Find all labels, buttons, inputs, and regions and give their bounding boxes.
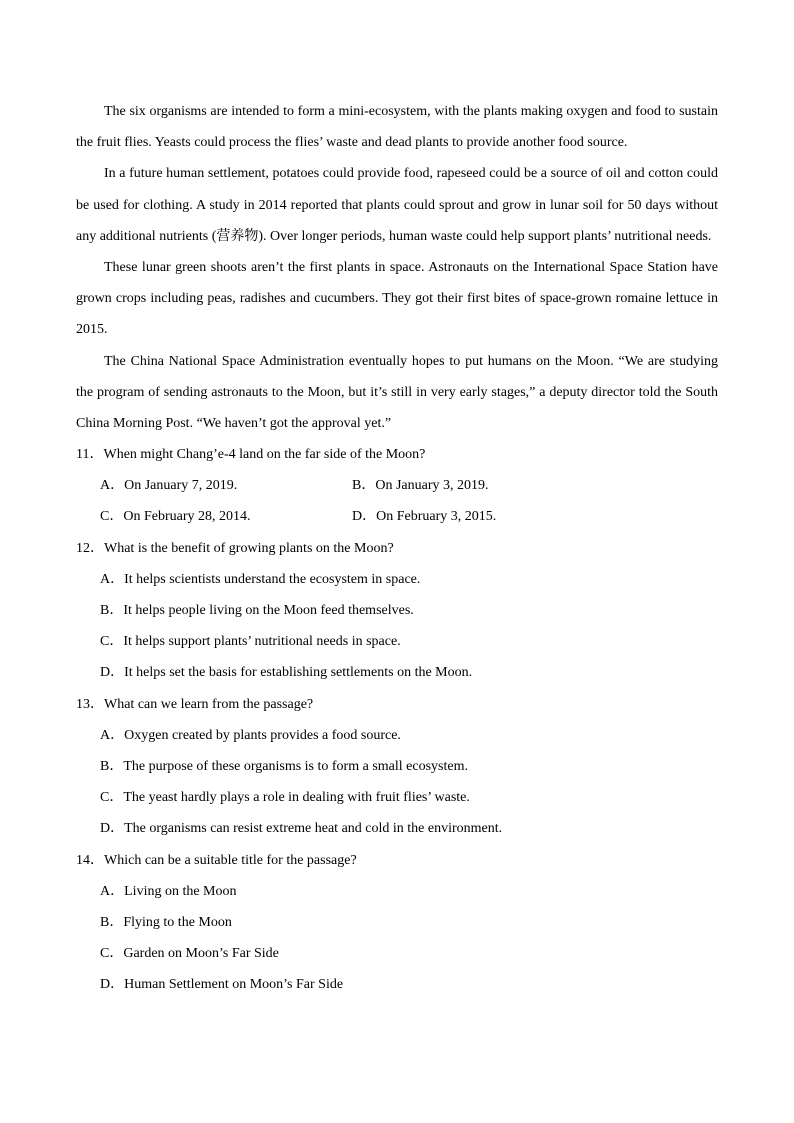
option-letter: B． <box>100 603 124 618</box>
passage-line: In a future human settlement, potatoes could provide food, rapeseed could be a source of oil and cotton could <box>104 166 718 182</box>
passage-line: The China National Space Administration eventually hopes to put humans on the Moon. “We are studying <box>104 353 718 369</box>
passage-paragraph-2 <box>76 158 718 252</box>
option-text: On January 3, 2019. <box>375 478 489 494</box>
passage-paragraph-3 <box>76 252 718 346</box>
option-text: Human Settlement on Moon’s Far Side <box>124 977 344 993</box>
option-letter: D． <box>100 821 125 837</box>
question-stem-line <box>76 845 718 876</box>
question-number: 13． <box>76 696 104 712</box>
option-text: It helps set the basis for establishing settlements on the Moon. <box>124 665 473 681</box>
option-letter: C． <box>100 946 124 962</box>
passage-paragraph-1 <box>76 96 718 158</box>
option-text: It helps support plants’ nutritional needs in space. <box>123 634 401 650</box>
option-d <box>352 501 496 532</box>
option-d <box>76 657 718 688</box>
option-text: The purpose of these organisms is to form a small ecosystem. <box>123 758 468 774</box>
option-d <box>76 813 718 844</box>
option-text: Garden on Moon’s Far Side <box>123 946 279 962</box>
question-13 <box>76 689 718 845</box>
option-text: On February 28, 2014. <box>123 509 251 525</box>
option-a <box>76 876 718 907</box>
option-text: It helps people living on the Moon feed themselves. <box>123 603 414 618</box>
passage-line: 2015. <box>76 322 108 338</box>
option-letter: D． <box>100 977 125 993</box>
passage-paragraph-4 <box>76 346 718 440</box>
option-c <box>100 501 251 532</box>
option-letter: A． <box>100 727 125 743</box>
option-text: Oxygen created by plants provides a food source. <box>124 727 401 743</box>
option-row <box>76 470 718 501</box>
option-d <box>76 969 718 1000</box>
option-letter: A． <box>100 883 125 899</box>
question-12 <box>76 533 718 689</box>
passage-line: the program of sending astronauts to the Moon, but it’s still in very early stages,” a deputy director told the South <box>76 384 718 400</box>
questions <box>76 439 718 1000</box>
option-letter: C． <box>100 790 124 806</box>
question-stem: What is the benefit of growing plants on the Moon? <box>104 540 394 556</box>
question-14 <box>76 845 718 1001</box>
option-c <box>76 938 718 969</box>
question-number: 14． <box>76 852 104 868</box>
option-c <box>76 782 718 813</box>
option-b <box>76 907 718 938</box>
passage-line: the fruit flies. Yeasts could process the flies’ waste and dead plants to provide another food source. <box>76 135 628 151</box>
option-b <box>76 595 718 626</box>
option-text: On January 7, 2019. <box>124 478 238 494</box>
question-stem: What can we learn from the passage? <box>104 696 314 712</box>
option-a <box>100 470 237 501</box>
passage-line: These lunar green shoots aren’t the first plants in space. Astronauts on the International Space Station have <box>104 259 718 275</box>
option-letter: C． <box>100 634 124 650</box>
question-11 <box>76 439 718 533</box>
passage-line: any additional nutrients (营养物). Over longer periods, human waste could help support plants’ nutritional needs. <box>76 228 712 244</box>
option-text: Flying to the Moon <box>123 914 232 930</box>
option-c <box>76 626 718 657</box>
option-text: On February 3, 2015. <box>376 509 497 525</box>
question-number: 12． <box>76 540 104 556</box>
option-text: The yeast hardly plays a role in dealing with fruit flies’ waste. <box>123 790 470 806</box>
option-a <box>76 564 718 595</box>
option-text: It helps scientists understand the ecosystem in space. <box>124 571 421 587</box>
option-letter: B． <box>100 758 124 774</box>
reading-passage <box>76 96 718 439</box>
passage-line: The six organisms are intended to form a mini-ecosystem, with the plants making oxygen and food to sustain <box>104 104 718 119</box>
question-stem-line <box>76 439 718 470</box>
question-stem: When might Chang’e-4 land on the far side of the Moon? <box>103 447 426 463</box>
option-letter: D． <box>352 509 377 525</box>
option-letter: A． <box>100 571 125 587</box>
option-row <box>76 501 718 532</box>
option-text: Living on the Moon <box>124 883 237 899</box>
passage-line: be used for clothing. A study in 2014 reported that plants could sprout and grow in lunar soil for 50 days without <box>76 197 718 213</box>
question-number: 11． <box>76 447 104 463</box>
passage-line: China Morning Post. “We haven’t got the approval yet.” <box>76 415 392 431</box>
passage-line: grown crops including peas, radishes and cucumbers. They got their first bites of space-grown romaine lettuce in <box>76 291 718 307</box>
option-b <box>352 470 489 501</box>
option-letter: D． <box>100 665 125 681</box>
question-stem: Which can be a suitable title for the passage? <box>104 852 357 868</box>
option-letter: B． <box>100 914 124 930</box>
option-letter: B． <box>352 478 376 494</box>
question-stem-line <box>76 533 718 564</box>
question-stem-line <box>76 689 718 720</box>
option-a <box>76 720 718 751</box>
option-letter: A． <box>100 478 125 494</box>
option-b <box>76 751 718 782</box>
option-text: The organisms can resist extreme heat and cold in the environment. <box>124 821 503 837</box>
option-letter: C． <box>100 509 124 525</box>
exam-page <box>76 96 718 1000</box>
